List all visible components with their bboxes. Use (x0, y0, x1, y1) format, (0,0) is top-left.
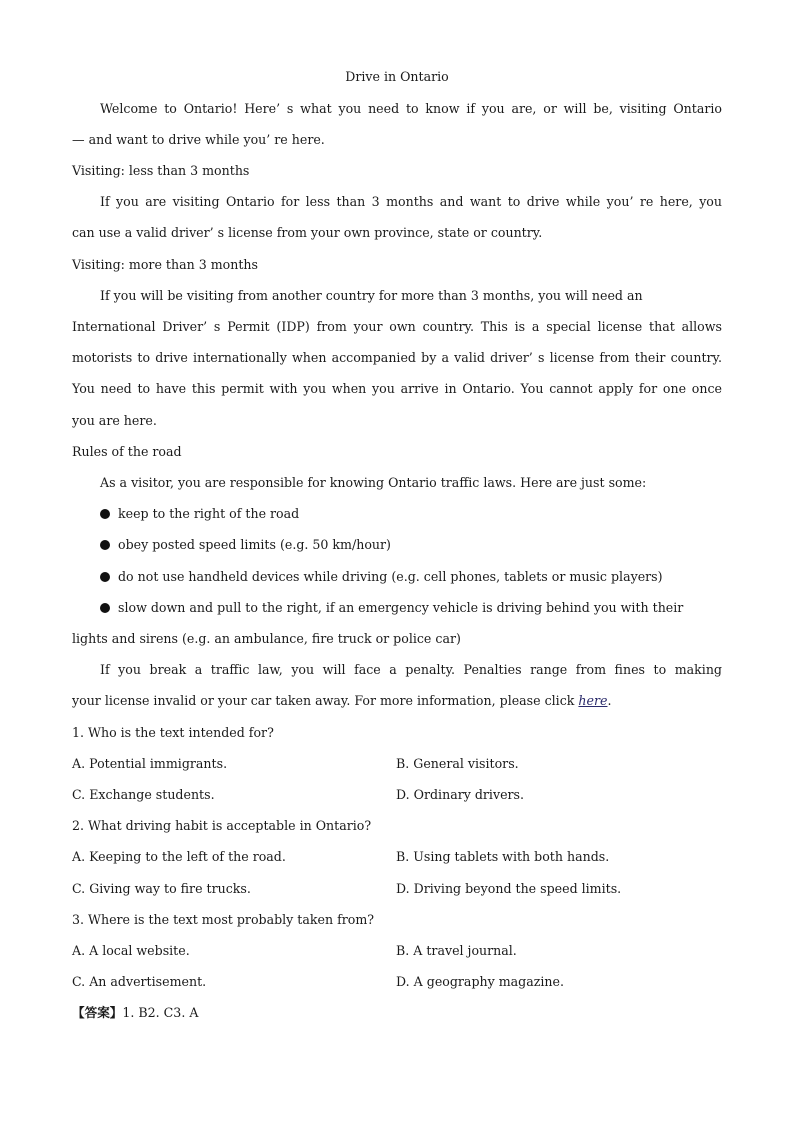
section1-line-2: can use a valid driver’ s license from your own province, state or country. (72, 225, 543, 240)
question-3-option-c: C. An advertisement. (72, 974, 207, 989)
period: . (607, 693, 612, 708)
question-1-option-d: D. Ordinary drivers. (396, 787, 525, 802)
section-heading-more-than-3-months: Visiting: more than 3 months (72, 257, 258, 272)
bullet-item (100, 506, 722, 522)
answer-line (72, 1005, 722, 1021)
page-title: Drive in Ontario (345, 69, 449, 84)
question-1-option-c: C. Exchange students. (72, 787, 215, 802)
question-2-option-d: D. Driving beyond the speed limits. (396, 881, 622, 896)
section2-line-3: motorists to drive internationally when accompanied by a valid driver’ s license from their country. (72, 350, 722, 365)
bullet-text: slow down and pull to the right, if an emergency vehicle is driving behind you with their (118, 600, 684, 615)
question-3-stem: 3. Where is the text most probably taken from? (72, 912, 375, 927)
section2-line-4: You need to have this permit with you when you arrive in Ontario. You cannot apply for one once (72, 381, 722, 396)
penalty-line-1: If you break a traffic law, you will face a penalty. Penalties range from fines to making (100, 662, 722, 677)
intro-line-1: Welcome to Ontario! Here’ s what you need to know if you are, or will be, visiting Ontario (100, 101, 722, 116)
section2-line-5: you are here. (72, 413, 157, 428)
bullet-item (100, 537, 722, 553)
bullet-text: obey posted speed limits (e.g. 50 km/hour) (118, 537, 391, 552)
section2-line-1: If you will be visiting from another country for more than 3 months, you will need an (100, 288, 643, 303)
more-info-link[interactable]: here (578, 693, 608, 708)
question-3-option-b: B. A travel journal. (396, 943, 517, 958)
bullet-dot-icon (100, 572, 110, 582)
intro-line-2: — and want to drive while you’ re here. (72, 132, 325, 147)
answer-text: 1. B2. C3. A (122, 1005, 199, 1020)
question-1-option-a: A. Potential immigrants. (72, 756, 228, 771)
rules-intro: As a visitor, you are responsible for knowing Ontario traffic laws. Here are just some: (100, 475, 647, 490)
question-2-option-c: C. Giving way to fire trucks. (72, 881, 251, 896)
bullet-dot-icon (100, 540, 110, 550)
penalty-line-2 (72, 693, 722, 709)
question-3-option-a: A. A local website. (72, 943, 190, 958)
penalty-text: your license invalid or your car taken away. For more information, please click (72, 693, 575, 708)
question-1-option-b: B. General visitors. (396, 756, 519, 771)
question-2-option-b: B. Using tablets with both hands. (396, 849, 610, 864)
bullet-dot-icon (100, 603, 110, 613)
section-heading-rules-of-the-road: Rules of the road (72, 444, 182, 459)
question-3-option-d: D. A geography magazine. (396, 974, 564, 989)
bullet-continuation: lights and sirens (e.g. an ambulance, fire truck or police car) (72, 631, 461, 646)
section1-line-1: If you are visiting Ontario for less than 3 months and want to drive while you’ re here, you (100, 194, 722, 209)
bullet-dot-icon (100, 509, 110, 519)
answer-tag: 【答案】 (72, 1005, 123, 1020)
bullet-text: keep to the right of the road (118, 506, 300, 521)
section2-line-2: International Driver’ s Permit (IDP) from your own country. This is a special license that allows (72, 319, 722, 334)
section-heading-less-than-3-months: Visiting: less than 3 months (72, 163, 250, 178)
question-2-option-a: A. Keeping to the left of the road. (72, 849, 286, 864)
bullet-text: do not use handheld devices while driving (e.g. cell phones, tablets or music players) (118, 569, 663, 584)
question-2-stem: 2. What driving habit is acceptable in Ontario? (72, 818, 372, 833)
bullet-item (100, 600, 722, 616)
question-1-stem: 1. Who is the text intended for? (72, 725, 274, 740)
bullet-item (100, 569, 722, 585)
